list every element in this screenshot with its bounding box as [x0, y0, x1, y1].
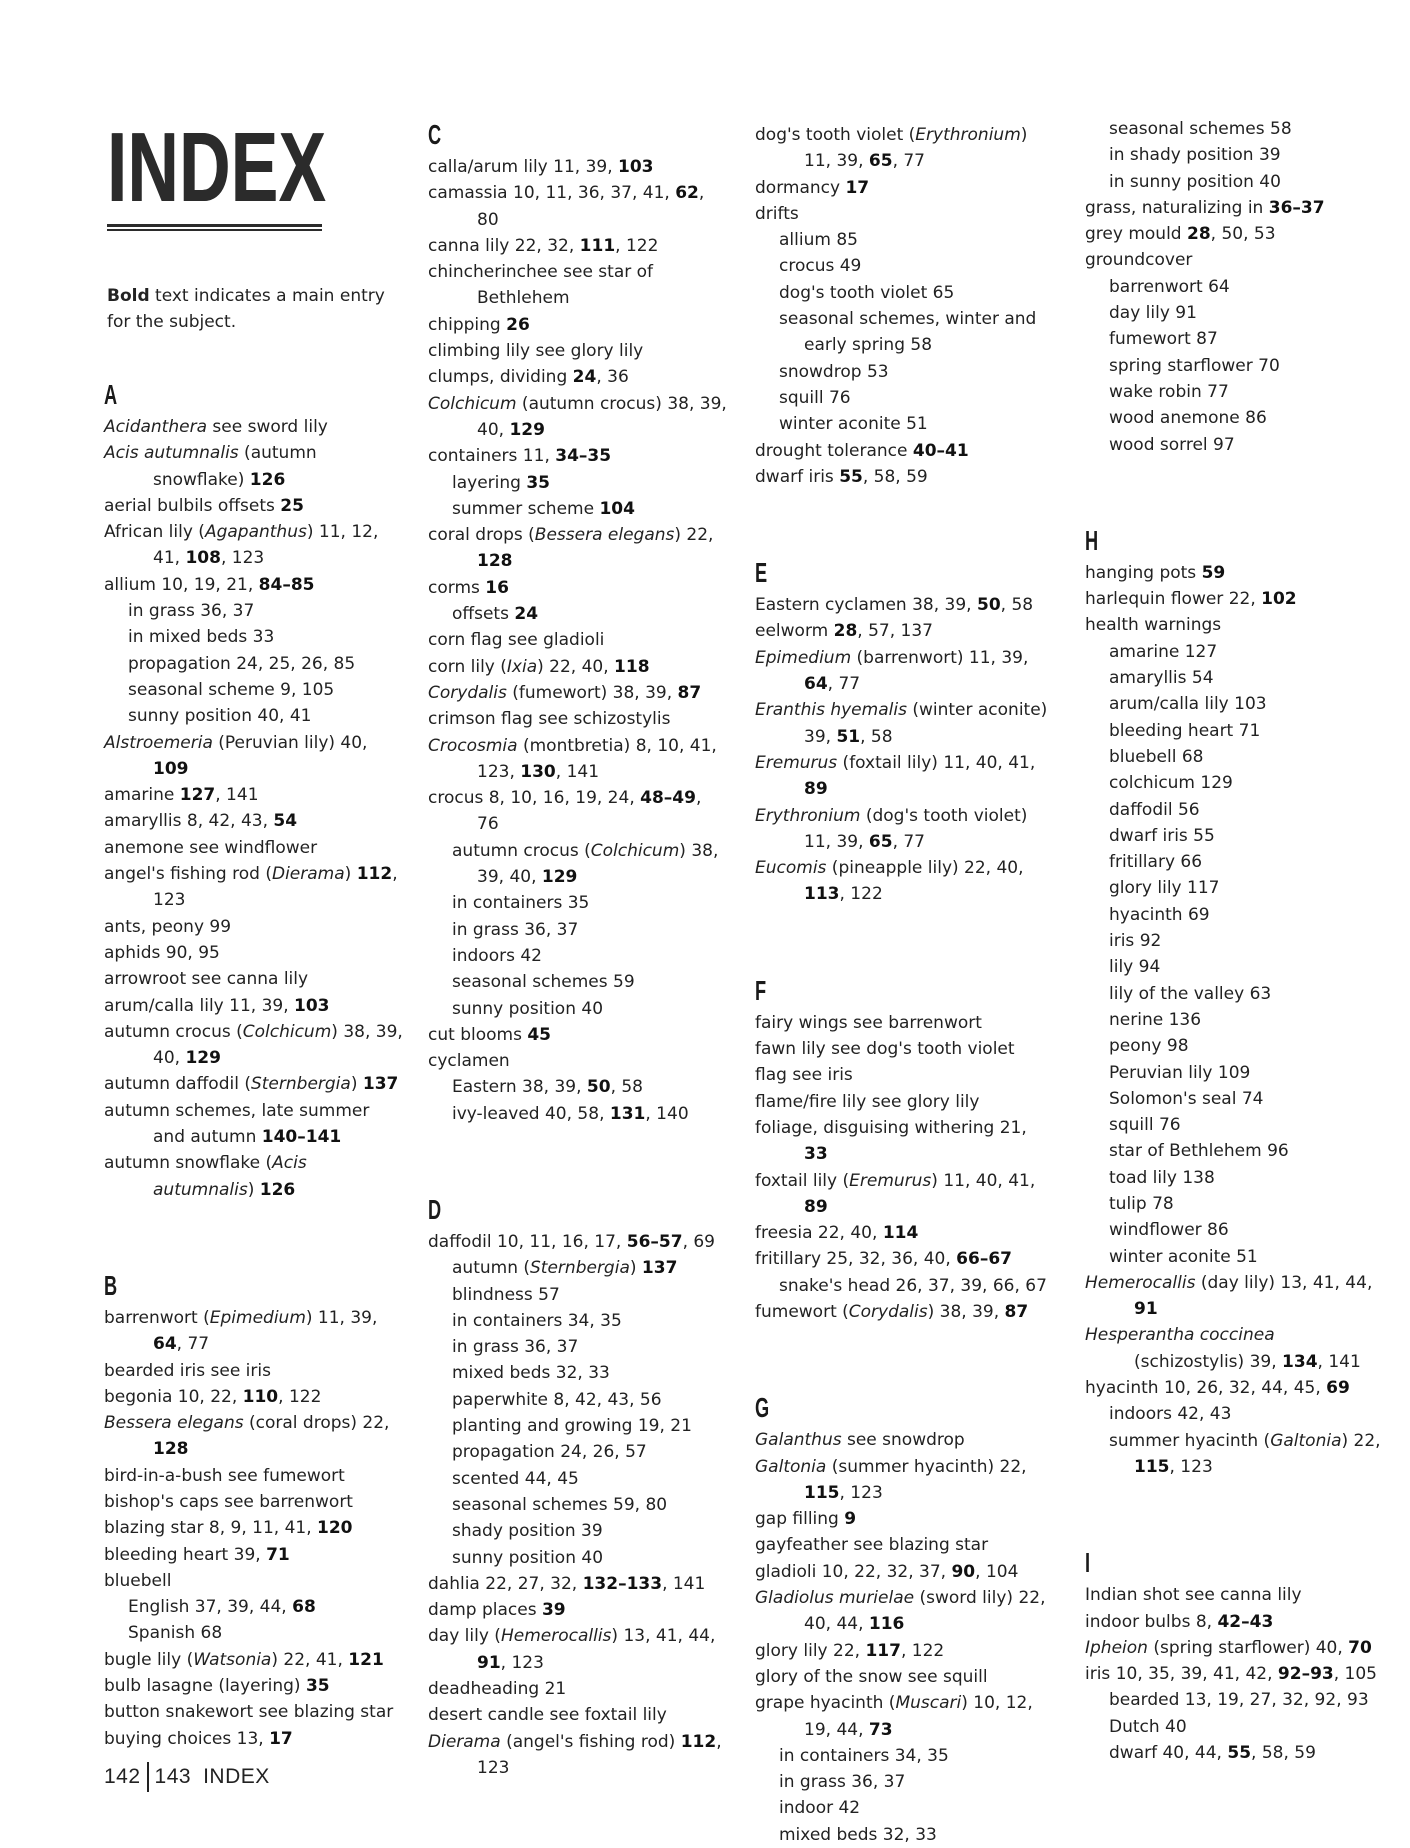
index-subentry: propagation 24, 25, 26, 85 [128, 653, 356, 674]
index-subentry: in sunny position 40 [1109, 171, 1281, 192]
index-entry: foliage, disguising withering 21, 33 [755, 1117, 1033, 1165]
index-entry: allium 10, 19, 21, 84–85 [104, 574, 315, 595]
index-entry: Eranthis hyemalis (winter aconite) 39, 51, 58 [755, 700, 1053, 747]
index-subentry: sunny position 40 [452, 1547, 604, 1568]
index-subentry: tulip 78 [1109, 1193, 1174, 1214]
index-subentry: bluebell 68 [1109, 746, 1204, 767]
section-letter-a: A [104, 379, 118, 410]
index-entry: hanging pots 59 [1085, 562, 1226, 583]
section-gap [1085, 1480, 1385, 1546]
index-entry: barrenwort (Epimedium) 11, 39, 64, 77 [104, 1307, 383, 1355]
index-entry: deadheading 21 [428, 1679, 567, 1700]
index-subentry: seasonal schemes, winter and early spring 58 [779, 309, 1042, 356]
page-divider [147, 1762, 149, 1792]
index-entry: cyclamen [428, 1051, 510, 1072]
index-entry: corn flag see gladioli [428, 630, 605, 651]
index-subentry: mixed beds 32, 33 [452, 1363, 610, 1384]
index-subentry: indoor 42 [779, 1798, 861, 1819]
index-subentry: day lily 91 [1109, 303, 1197, 324]
index-entry: groundcover [1085, 250, 1193, 271]
index-entry: fumewort (Corydalis) 38, 39, 87 [755, 1301, 1029, 1322]
section-letter-h: H [1085, 524, 1099, 556]
index-subentry: dwarf 40, 44, 55, 58, 59 [1109, 1743, 1316, 1764]
index-subentry: summer hyacinth (Galtonia) 22, 115, 123 [1109, 1430, 1386, 1477]
index-subentry: Dutch 40 [1109, 1716, 1187, 1737]
index-entry: flag see iris [755, 1065, 853, 1086]
index-subentry: mixed beds 32, 33 [779, 1824, 937, 1845]
index-subentry: in grass 36, 37 [452, 1337, 579, 1358]
index-title-block [107, 112, 327, 231]
index-subentry: shady position 39 [452, 1521, 603, 1542]
index-entry: Dierama (angel's fishing rod) 112, 123 [428, 1731, 727, 1778]
index-entry: eelworm 28, 57, 137 [755, 621, 933, 642]
index-entry: crimson flag see schizostylis [428, 709, 671, 730]
left-page-number: 142 [104, 1765, 141, 1788]
index-entry: arum/calla lily 11, 39, 103 [104, 995, 330, 1016]
index-subentry: propagation 24, 26, 57 [452, 1442, 647, 1463]
section-letter-g: G [755, 1392, 770, 1424]
index-entry: flame/fire lily see glory lily [755, 1091, 980, 1112]
index-subentry: layering 35 [452, 472, 551, 493]
index-entry: camassia 10, 11, 36, 37, 41, 62, 80 [428, 183, 710, 230]
index-entry: dormancy 17 [755, 177, 870, 198]
index-subentry: seasonal schemes 59, 80 [452, 1494, 668, 1515]
index-entry: bluebell [104, 1570, 172, 1591]
index-subentry: seasonal scheme 9, 105 [128, 679, 335, 700]
index-entry: Acidanthera see sword lily [104, 417, 328, 437]
index-subentry: autumn crocus (Colchicum) 38, 39, 40, 129 [452, 840, 724, 888]
index-entry: coral drops (Bessera elegans) 22, 128 [428, 525, 719, 572]
section-letter-f: F [755, 974, 767, 1006]
index-entry: Erythronium (dog's tooth violet) 11, 39, 65, 77 [755, 805, 1033, 852]
index-entry: anemone see windflower [104, 837, 318, 858]
index-subentry: crocus 49 [779, 256, 862, 277]
index-subentry: bleeding heart 71 [1109, 720, 1261, 741]
index-subentry: lily of the valley 63 [1109, 983, 1272, 1004]
index-entry: Alstroemeria (Peruvian lily) 40, 109 [104, 732, 373, 779]
index-subentry: sunny position 40, 41 [128, 706, 312, 727]
index-entry: calla/arum lily 11, 39, 103 [428, 157, 654, 177]
index-subentry: dog's tooth violet 65 [779, 282, 955, 303]
section-gap [1085, 458, 1385, 524]
index-subentry: dwarf iris 55 [1109, 825, 1215, 846]
index-entry: glory of the snow see squill [755, 1666, 988, 1687]
index-entry: Colchicum (autumn crocus) 38, 39, 40, 129 [428, 393, 733, 440]
index-entry: damp places 39 [428, 1600, 566, 1621]
index-entry: bleeding heart 39, 71 [104, 1544, 290, 1565]
section-letter-i: I [1085, 1547, 1091, 1579]
index-subentry: wake robin 77 [1109, 381, 1229, 402]
index-entry: Eastern cyclamen 38, 39, 50, 58 [755, 595, 1034, 616]
index-entry: canna lily 22, 32, 111, 122 [428, 235, 659, 256]
index-entry: ants, peony 99 [104, 916, 232, 937]
index-subentry: fritillary 66 [1109, 852, 1203, 873]
index-entry: Gladiolus murielae (sword lily) 22, 40, 44, 116 [755, 1588, 1051, 1635]
index-subentry: in containers 34, 35 [779, 1745, 949, 1766]
index-entry: Ipheion (spring starflower) 40, 70 [1085, 1637, 1372, 1658]
index-subentry: blindness 57 [452, 1284, 560, 1305]
index-entry: Hemerocallis (day lily) 13, 41, 44, 91 [1085, 1272, 1378, 1320]
index-subentry: nerine 136 [1109, 1009, 1202, 1030]
section-gap [428, 1127, 728, 1193]
index-entry: begonia 10, 22, 110, 122 [104, 1386, 322, 1407]
index-subentry: indoors 42, 43 [1109, 1404, 1232, 1425]
section-gap [104, 1203, 404, 1269]
index-entry: Bessera elegans (coral drops) 22, 128 [104, 1413, 395, 1460]
bold-note-text: text indicates a main entry for the subject. [107, 286, 385, 332]
index-entry: Hesperantha coccinea (schizostylis) 39, 134, 141 [1085, 1325, 1361, 1372]
index-subentry: hyacinth 69 [1109, 904, 1210, 925]
index-entry: Indian shot see canna lily [1085, 1585, 1302, 1606]
index-subentry: fumewort 87 [1109, 329, 1218, 350]
index-subentry: seasonal schemes 58 [1109, 119, 1292, 139]
index-subentry: autumn (Sternbergia) 137 [452, 1258, 678, 1279]
index-column-1 [104, 378, 409, 1752]
index-subentry: snowdrop 53 [779, 361, 889, 382]
index-subentry: seasonal schemes 59 [452, 972, 635, 993]
index-subentry: in shady position 39 [1109, 145, 1281, 166]
index-column-3 [755, 122, 1055, 1848]
section-letter-e: E [755, 557, 768, 589]
index-entry: gap filling 9 [755, 1509, 857, 1530]
index-subentry: Peruvian lily 109 [1109, 1062, 1251, 1083]
index-subentry: scented 44, 45 [452, 1468, 579, 1489]
index-subentry: in containers 34, 35 [452, 1310, 622, 1331]
index-column-4 [1085, 116, 1385, 1766]
index-entry: bishop's caps see barrenwort [104, 1491, 353, 1512]
index-entry: Galtonia (summer hyacinth) 22, 115, 123 [755, 1456, 1032, 1503]
index-subentry: iris 92 [1109, 931, 1162, 952]
index-entry: African lily (Agapanthus) 11, 12, 41, 108, 123 [104, 522, 384, 569]
index-entry: Galanthus see snowdrop [755, 1430, 965, 1451]
index-entry: buying choices 13, 17 [104, 1728, 293, 1749]
index-subentry: indoors 42 [452, 945, 542, 966]
index-subentry: colchicum 129 [1109, 773, 1233, 794]
index-entry: crocus 8, 10, 16, 19, 24, 48–49, 76 [428, 788, 707, 835]
index-entry: bulb lasagne (layering) 35 [104, 1676, 330, 1697]
index-column-2 [428, 118, 733, 1781]
index-entry: dog's tooth violet (Erythronium) 11, 39, 65, 77 [755, 125, 1033, 172]
index-entry: gayfeather see blazing star [755, 1535, 989, 1556]
index-subentry: lily 94 [1109, 957, 1161, 978]
index-entry: drought tolerance 40–41 [755, 440, 969, 461]
index-subentry: bearded 13, 19, 27, 32, 92, 93 [1109, 1690, 1369, 1711]
index-subentry: glory lily 117 [1109, 878, 1220, 899]
index-subentry: wood anemone 86 [1109, 408, 1267, 429]
index-entry: iris 10, 35, 39, 41, 42, 92–93, 105 [1085, 1664, 1377, 1685]
index-subentry: Eastern 38, 39, 50, 58 [452, 1077, 644, 1098]
index-entry: health warnings [1085, 615, 1222, 636]
index-subentry: snake's head 26, 37, 39, 66, 67 [779, 1275, 1047, 1296]
index-subentry: winter aconite 51 [779, 414, 928, 435]
index-entry: harlequin flower 22, 102 [1085, 589, 1297, 610]
index-entry: Crocosmia (montbretia) 8, 10, 41, 123, 130, 141 [428, 735, 723, 782]
index-entry: aphids 90, 95 [104, 942, 220, 963]
index-entry: cut blooms 45 [428, 1024, 551, 1045]
index-entry: amaryllis 8, 42, 43, 54 [104, 811, 298, 832]
index-entry: climbing lily see glory lily [428, 341, 644, 362]
index-subentry: amarine 127 [1109, 641, 1218, 662]
index-entry: containers 11, 34–35 [428, 446, 612, 467]
index-entry: foxtail lily (Eremurus) 11, 40, 41, 89 [755, 1170, 1041, 1217]
index-entry: clumps, dividing 24, 36 [428, 367, 629, 388]
index-subentry: arum/calla lily 103 [1109, 694, 1267, 715]
index-subentry: English 37, 39, 44, 68 [128, 1597, 316, 1618]
index-entry: indoor bulbs 8, 42–43 [1085, 1611, 1274, 1632]
index-subentry: summer scheme 104 [452, 498, 635, 519]
index-entry: dahlia 22, 27, 32, 132–133, 141 [428, 1573, 706, 1594]
index-subentry: allium 85 [779, 230, 858, 251]
index-entry: Epimedium (barrenwort) 11, 39, 64, 77 [755, 647, 1034, 695]
section-letter-c: C [428, 119, 442, 150]
bold-note [107, 283, 397, 335]
index-subentry: wood sorrel 97 [1109, 434, 1235, 455]
index-subentry: spring starflower 70 [1109, 355, 1280, 376]
index-entry: autumn daffodil (Sternbergia) 137 [104, 1074, 399, 1095]
right-page-number: 143 [154, 1765, 192, 1788]
index-subentry: windflower 86 [1109, 1220, 1229, 1241]
index-subentry: star of Bethlehem 96 [1109, 1141, 1289, 1162]
index-entry: grape hyacinth (Muscari) 10, 12, 19, 44, 73 [755, 1693, 1039, 1740]
index-subentry: in grass 36, 37 [452, 919, 579, 940]
index-entry: autumn schemes, late summer and autumn 140–141 [104, 1100, 375, 1148]
index-entry: chipping 26 [428, 314, 530, 335]
section-letter-b: B [104, 1269, 118, 1301]
index-entry: desert candle see foxtail lily [428, 1705, 667, 1726]
index-entry: blazing star 8, 9, 11, 41, 120 [104, 1518, 353, 1539]
index-entry: day lily (Hemerocallis) 13, 41, 44, 91, 123 [428, 1626, 721, 1673]
index-entry: Corydalis (fumewort) 38, 39, 87 [428, 682, 702, 703]
index-entry: Acis autumnalis (autumn snowflake) 126 [104, 443, 323, 490]
section-gap [755, 908, 1055, 974]
index-entry: autumn snowflake (Acis autumnalis) 126 [104, 1153, 313, 1200]
index-entry: chincherinchee see star of Bethlehem [428, 262, 659, 309]
index-entry: autumn crocus (Colchicum) 38, 39, 40, 129 [104, 1021, 409, 1069]
index-subentry: daffodil 56 [1109, 799, 1200, 820]
index-entry: drifts [755, 203, 799, 224]
index-subentry: peony 98 [1109, 1036, 1189, 1057]
index-subentry: in containers 35 [452, 893, 590, 914]
section-gap [755, 1325, 1055, 1391]
index-entry: amarine 127, 141 [104, 785, 259, 806]
index-subentry: in mixed beds 33 [128, 627, 275, 648]
index-entry: dwarf iris 55, 58, 59 [755, 466, 928, 487]
index-entry: aerial bulbils offsets 25 [104, 495, 304, 516]
index-entry: corms 16 [428, 577, 509, 598]
index-subentry: squill 76 [1109, 1115, 1181, 1136]
index-subentry: in grass 36, 37 [128, 601, 255, 622]
index-subentry: amaryllis 54 [1109, 668, 1214, 689]
index-subentry: barrenwort 64 [1109, 276, 1230, 297]
index-subentry: offsets 24 [452, 604, 539, 625]
index-subentry: paperwhite 8, 42, 43, 56 [452, 1389, 662, 1410]
index-entry: glory lily 22, 117, 122 [755, 1640, 945, 1661]
index-entry: button snakewort see blazing star [104, 1702, 394, 1723]
section-letter-d: D [428, 1193, 442, 1225]
index-entry: angel's fishing rod (Dierama) 112, 123 [104, 864, 404, 911]
index-entry: fawn lily see dog's tooth violet [755, 1039, 1015, 1060]
index-entry: grass, naturalizing in 36–37 [1085, 197, 1325, 218]
index-subentry: in grass 36, 37 [779, 1772, 906, 1793]
index-entry: bearded iris see iris [104, 1360, 271, 1381]
index-subentry: planting and growing 19, 21 [452, 1416, 692, 1437]
title-underline [107, 224, 322, 231]
index-entry: bird-in-a-bush see fumewort [104, 1465, 345, 1486]
bold-note-bold: Bold [107, 286, 150, 306]
index-entry: bugle lily (Watsonia) 22, 41, 121 [104, 1649, 384, 1670]
page-footer [104, 1762, 270, 1792]
index-entry: fairy wings see barrenwort [755, 1012, 982, 1033]
index-subentry: sunny position 40 [452, 998, 604, 1019]
footer-label: INDEX [203, 1765, 270, 1788]
index-entry: gladioli 10, 22, 32, 37, 90, 104 [755, 1561, 1019, 1582]
index-entry: corn lily (Ixia) 22, 40, 118 [428, 656, 650, 677]
index-entry: fritillary 25, 32, 36, 40, 66–67 [755, 1249, 1012, 1270]
index-entry: arrowroot see canna lily [104, 969, 309, 990]
index-entry: freesia 22, 40, 114 [755, 1223, 919, 1244]
index-entry: Eucomis (pineapple lily) 22, 40, 113, 122 [755, 858, 1029, 905]
index-subentry: ivy-leaved 40, 58, 131, 140 [452, 1103, 689, 1124]
index-subentry: toad lily 138 [1109, 1167, 1215, 1188]
index-entry: grey mould 28, 50, 53 [1085, 224, 1276, 245]
index-subentry: Solomon's seal 74 [1109, 1088, 1264, 1109]
index-subentry: squill 76 [779, 387, 851, 408]
index-entry: daffodil 10, 11, 16, 17, 56–57, 69 [428, 1231, 716, 1252]
page-title: INDEX [107, 112, 327, 222]
index-entry: Eremurus (foxtail lily) 11, 40, 41, 89 [755, 752, 1041, 800]
section-gap [755, 490, 1055, 556]
index-entry: hyacinth 10, 26, 32, 44, 45, 69 [1085, 1378, 1350, 1399]
index-subentry: winter aconite 51 [1109, 1246, 1258, 1267]
index-subentry: Spanish 68 [128, 1623, 223, 1644]
